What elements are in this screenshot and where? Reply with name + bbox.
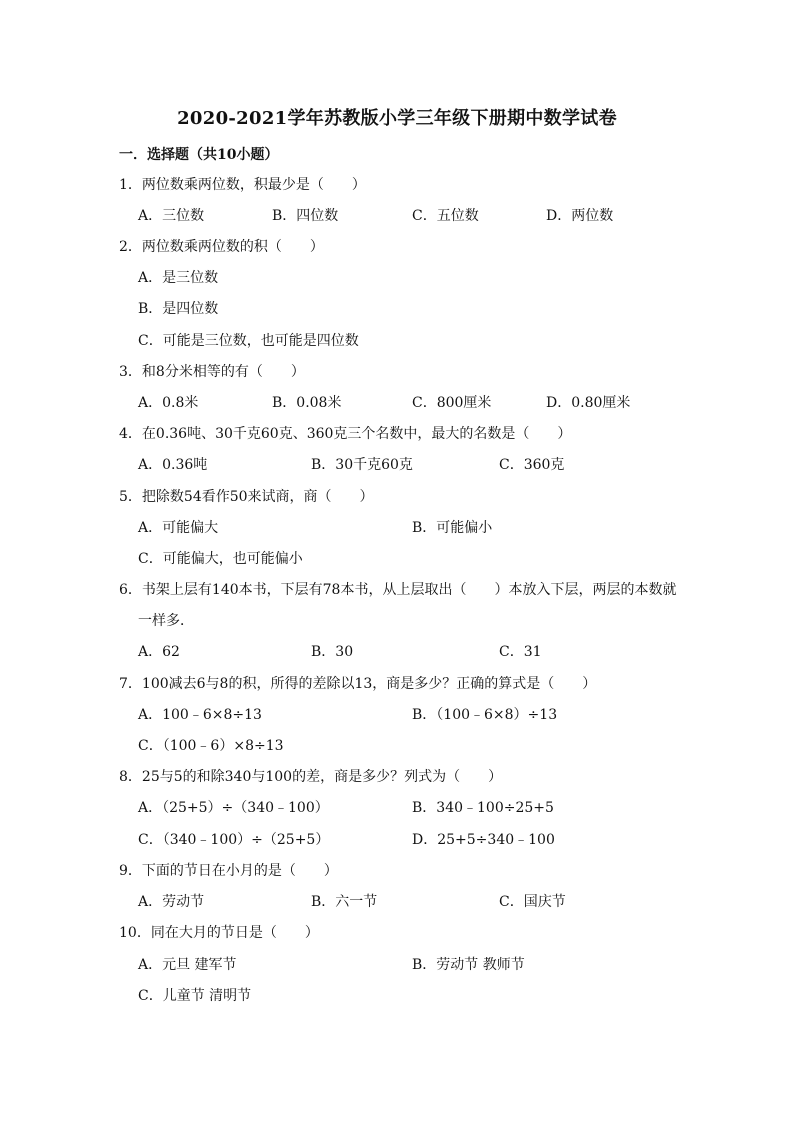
q2-option-b: B．是四位数 bbox=[138, 301, 219, 317]
q10-option-a: A．元旦 建军节 bbox=[138, 957, 237, 973]
question-3-stem: 3．和8分米相等的有（ ） bbox=[119, 364, 305, 380]
q9-option-c: C．国庆节 bbox=[499, 894, 566, 910]
q9-option-a: A．劳动节 bbox=[138, 894, 205, 910]
q6-option-a: A．62 bbox=[138, 644, 180, 660]
section-heading: 一．选择题（共10小题） bbox=[119, 147, 279, 163]
q3-option-b: B．0.08米 bbox=[272, 395, 342, 411]
q7-option-b: B．（100﹣6×8）÷13 bbox=[412, 707, 558, 723]
page-title: 2020-2021学年苏教版小学三年级下册期中数学试卷 bbox=[177, 108, 617, 129]
q10-option-b: B．劳动节 教师节 bbox=[412, 957, 525, 973]
q1-option-c: C．五位数 bbox=[412, 208, 479, 224]
q8-option-c: C．（340﹣100）÷（25+5） bbox=[138, 832, 330, 848]
q2-option-a: A．是三位数 bbox=[138, 270, 219, 286]
q4-option-c: C．360克 bbox=[499, 457, 565, 473]
question-6-stem-continued: 一样多． bbox=[138, 613, 194, 629]
question-1-stem: 1．两位数乘两位数，积最少是（ ） bbox=[119, 177, 366, 193]
q3-option-d: D．0.80厘米 bbox=[546, 395, 631, 411]
q3-option-c: C．800厘米 bbox=[412, 395, 492, 411]
q8-option-a: A．（25+5）÷（340﹣100） bbox=[138, 800, 329, 816]
question-8-stem: 8．25与5的和除340与100的差，商是多少？列式为（ ） bbox=[119, 769, 503, 785]
question-9-stem: 9．下面的节日在小月的是（ ） bbox=[119, 863, 338, 879]
q9-option-b: B．六一节 bbox=[311, 894, 378, 910]
q6-option-c: C．31 bbox=[499, 644, 542, 660]
q8-option-b: B．340﹣100÷25+5 bbox=[412, 800, 554, 816]
question-7-stem: 7．100减去6与8的积，所得的差除以13，商是多少？正确的算式是（ ） bbox=[119, 676, 597, 692]
q5-option-b: B．可能偏小 bbox=[412, 520, 493, 536]
q5-option-a: A．可能偏大 bbox=[138, 520, 219, 536]
question-2-stem: 2．两位数乘两位数的积（ ） bbox=[119, 239, 324, 255]
q8-option-d: D．25+5÷340﹣100 bbox=[412, 832, 555, 848]
q10-option-c: C．儿童节 清明节 bbox=[138, 988, 252, 1004]
question-5-stem: 5．把除数54看作50来试商，商（ ） bbox=[119, 489, 374, 505]
question-6-stem: 6．书架上层有140本书，下层有78本书，从上层取出（ ）本放入下层，两层的本数就 bbox=[119, 582, 677, 598]
q1-option-d: D．两位数 bbox=[546, 208, 614, 224]
q3-option-a: A．0.8米 bbox=[138, 395, 199, 411]
q2-option-c: C．可能是三位数，也可能是四位数 bbox=[138, 333, 359, 349]
q7-option-c: C．（100﹣6）×8÷13 bbox=[138, 738, 284, 754]
q7-option-a: A．100﹣6×8÷13 bbox=[138, 707, 262, 723]
question-4-stem: 4．在0.36吨、30千克60克、360克三个名数中，最大的名数是（ ） bbox=[119, 426, 572, 442]
q1-option-a: A．三位数 bbox=[138, 208, 205, 224]
q6-option-b: B．30 bbox=[311, 644, 354, 660]
q5-option-c: C．可能偏大，也可能偏小 bbox=[138, 551, 303, 567]
question-10-stem: 10．同在大月的节日是（ ） bbox=[119, 925, 319, 941]
q4-option-b: B．30千克60克 bbox=[311, 457, 413, 473]
q1-option-b: B．四位数 bbox=[272, 208, 339, 224]
q4-option-a: A．0.36吨 bbox=[138, 457, 208, 473]
